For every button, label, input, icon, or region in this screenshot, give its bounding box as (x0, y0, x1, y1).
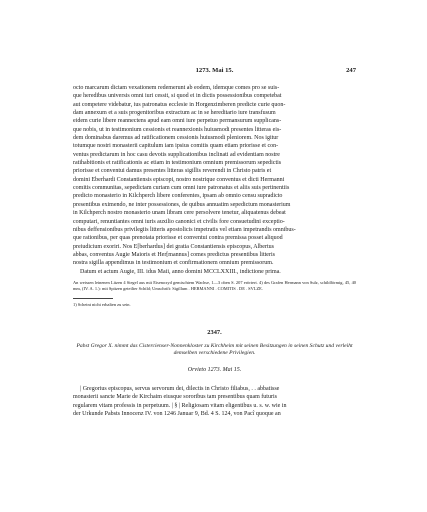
text-line: nibus deffensionibus privilegiis litteris apostolicis impetratis vel etiam impetrandis omnibus- (73, 226, 296, 233)
text-line: computari, renuntiantes omni iuris auxilio canonici et civilis fore consuetudini exceptio- (73, 218, 285, 225)
text-line: aut competere videbatur, ius patronatus ecclesie in Horgenzimberen predicte curie quon- (73, 101, 286, 108)
text-line: monasterii sancte Marie de Kirchaim eiusque sororibus tam presentibus quam futuris (73, 394, 277, 401)
running-header (73, 67, 356, 77)
text-line: octo marcarum dictam vexationem redemerunt ab eodem, idemque comes pro se suis- (73, 85, 280, 91)
text-line: priorisse et conventui damus presentes litteras sigillis reverendi in Christo patris et (73, 168, 272, 175)
text-line: comitis communitas, sepedictam curiam cum omni iure patronatus et aliis suis pertinentiis (73, 185, 290, 192)
document-number: 2347. (207, 329, 222, 336)
text-line: abbas, conventus Augie Maioris et Her[mannus] comes predictus presentibus litteris (73, 251, 275, 258)
footnote: 1) Scheint nicht erhalten zu sein. (73, 302, 131, 307)
charter-text-2347 (73, 385, 356, 418)
place-date-line: Orvieto 1273. Mai 15. (187, 367, 242, 373)
text-line: | Gregorius episcopus, servus servorum dei, dilectis in Christo filiabus, . . abbatisse (80, 386, 280, 392)
text-line: totumque nostri monasterii capitulum iam ipsius comitis quam etiam priorisse et con- (73, 143, 279, 150)
text-line: que nobis, ut in testimonium cessionis et reannexionis huiusmodi presentes litteras eis- (73, 126, 282, 133)
page-number: 247 (346, 67, 356, 74)
regest-summary: Pabst Gregor X. nimmt das Cistercienser-Nonnenkloster zu Kirchheim mit seinen Besitzungen in seinen Schutz und verleiht demselben verschiedene Privilegien. (76, 343, 353, 357)
text-line: regularem vitam professis in perpetuum. | § | Religiosam vitam eligentibus u. s. w. wie in (73, 402, 287, 409)
datum-line: Datum et actum Augie, III. idus Maii, anno domini MCCLXXIII., indictione prima. (80, 268, 281, 275)
charter-text (73, 84, 356, 276)
apparatus-note: An weissen leinenen Litzen 4 Siegel aus mit Eisenoxyd gemischtem Wachse, 1—3 oben S. 207 erörtert. 4) des Grafen Hermann von Sulz, schildförmig, 45, 40 mm, (IV. A. 1.): mit Spitzen geteilter Schild; Umschrift: Sigillum . HERMANNI . COMITIS . DE . SVLZE. (73, 280, 356, 291)
text-line: que rationibus, per quas prenotata priorisse et conventui contra premissa posset aliquod (73, 235, 283, 242)
text-line: presentibus eximendo, ne inter possessiones, de quibus annuatim sepedictum monasterium (73, 201, 291, 208)
text-line: predicto monasterio in Kilchperch libere conferentes, ipsam ab omnio censu supradicto (73, 193, 283, 200)
text-line: eidem curie libere reannectens apud eam omni iure perpetuo permansurum supplicans- (73, 118, 282, 125)
text-line: dam annexum et a suis progenitoribus extractum ac in se hereditario iure transfusum (73, 110, 276, 117)
text-line: preiudicium exoriri. Nos E[berhardus] dei gratia Constantiensis episcopus, Albertus (73, 243, 274, 250)
text-line: der Urkunde Pabsts Innocenz IV. von 1246 Januar 9, Bd. 4 S. 124, von Pacî quoque an (73, 411, 281, 418)
text-line: ventus predictarum in hoc casu devotis supplicationibus inclinati ad evidentiam nostre (73, 151, 280, 158)
text-line: que heredibus universis omni iuri cessit, si quod ei in dictis possessionibus competebat (73, 93, 282, 100)
text-line: in Kilchperch nostro monasterio unam libram cere persolvere tenetur, aliquatenus debeat (73, 210, 286, 217)
text-line: nostra sigilla appendimus in testimonium et confirmationem omnium premissorum. (73, 260, 274, 267)
text-line: domini Eberhardi Constantiensis episcopi, nostro nostrique conventus et dicti Hermanni (73, 176, 285, 183)
text-line: ratihabitionis et ratificationis ac etiam in testimonium omnium premissorum sepedictis (73, 160, 282, 167)
header-date: 1273. Mai 15. (195, 67, 234, 74)
text-line: dem dominabus daremus ad ratificationem cessionis huiusmodi pleniorem. Nos igitur (73, 135, 279, 142)
footnote-rule (73, 298, 113, 299)
